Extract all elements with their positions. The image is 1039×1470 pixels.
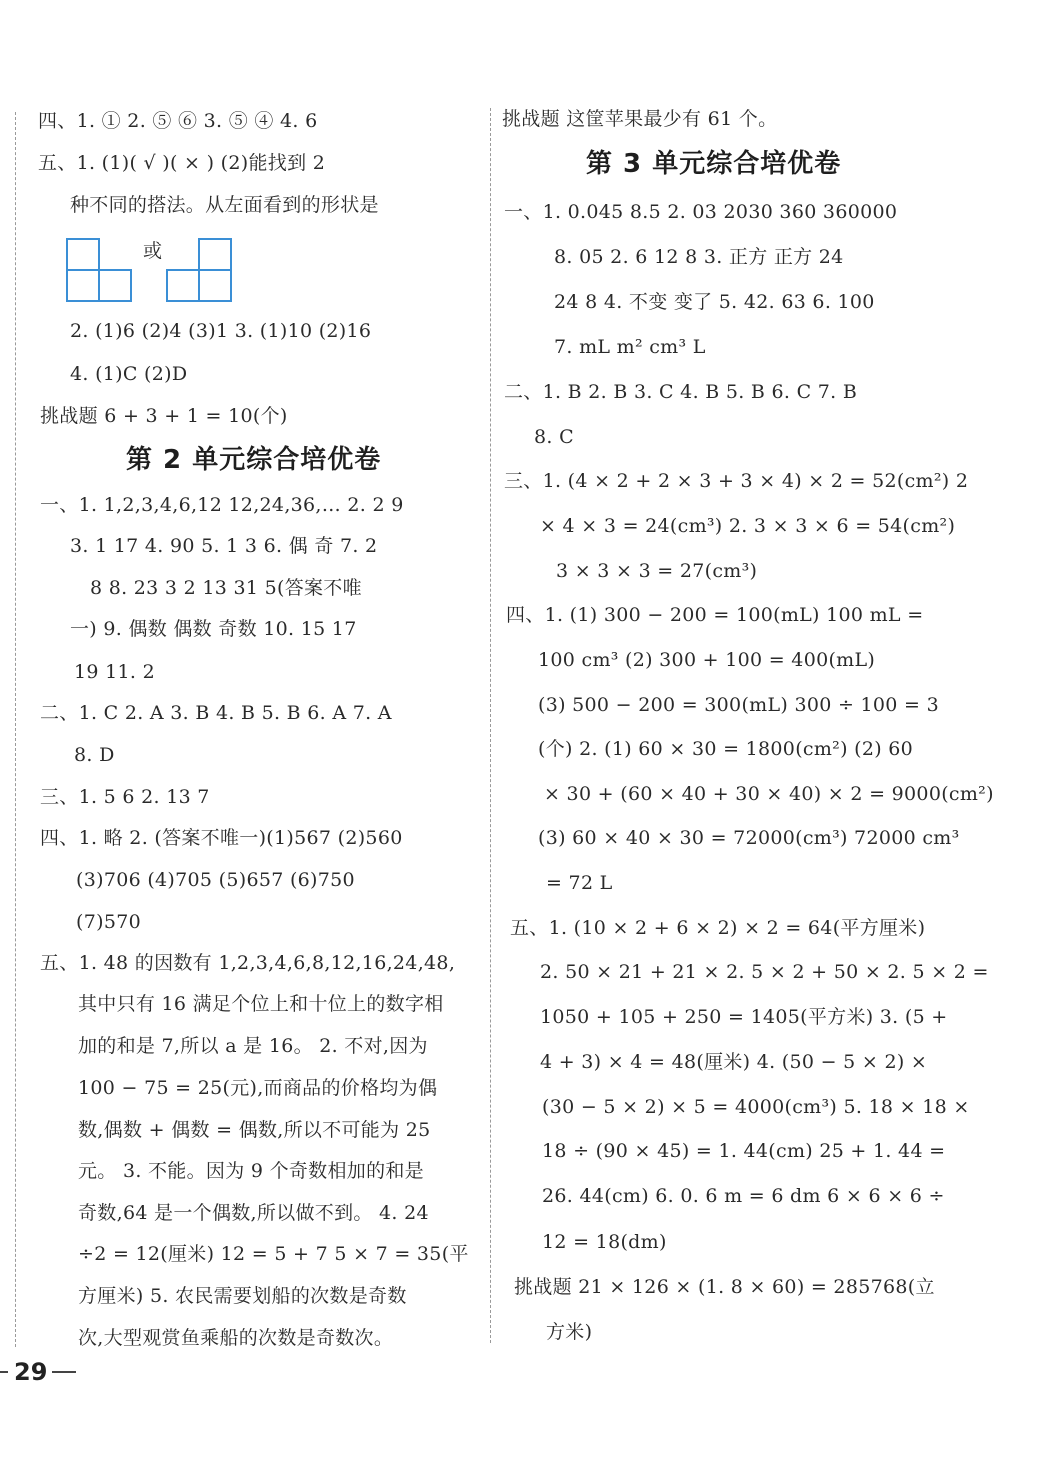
answer-line: 二、1. B 2. B 3. C 4. B 5. B 6. C 7. B — [504, 381, 858, 403]
answer-line: 18 ÷ (90 × 45) = 1. 44(cm) 25 + 1. 44 = — [542, 1140, 946, 1162]
figure-or-label: 或 — [143, 240, 163, 262]
answer-line: 方厘米) 5. 农民需要划船的次数是奇数 — [78, 1285, 407, 1307]
answer-line: 一) 9. 偶数 偶数 奇数 10. 15 17 — [70, 618, 357, 640]
challenge-line: 挑战题 这筐苹果最少有 61 个。 — [502, 108, 778, 130]
answer-line: 奇数,64 是一个偶数,所以做不到。 4. 24 — [78, 1202, 429, 1224]
challenge-line: 挑战题 6 + 3 + 1 = 10(个) — [40, 405, 288, 427]
answer-line: 四、1. (1) 300 − 200 = 100(mL) 100 mL = — [506, 604, 924, 626]
answer-line: 3. 1 17 4. 90 5. 1 3 6. 偶 奇 7. 2 — [70, 535, 378, 557]
answer-line: 7. mL m² cm³ L — [554, 336, 706, 358]
answer-line: 8. C — [534, 426, 574, 448]
answer-line: 四、1. 略 2. (答案不唯一)(1)567 (2)560 — [40, 827, 403, 849]
answer-line: 2. 50 × 21 + 21 × 2. 5 × 2 + 50 × 2. 5 × 2 = — [540, 961, 989, 983]
answer-line: 8 8. 23 3 2 13 31 5(答案不唯 — [90, 577, 362, 599]
answer-line: (个) 2. (1) 60 × 30 = 1800(cm²) (2) 60 — [538, 738, 914, 760]
answer-line: 8. D — [74, 744, 115, 766]
challenge-line: 挑战题 21 × 126 × (1. 8 × 60) = 285768(立 — [514, 1276, 935, 1298]
page-number-dash-right — [52, 1371, 76, 1373]
answer-line: 五、1. 48 的因数有 1,2,3,4,6,8,12,16,24,48, — [40, 952, 456, 974]
answer-line: 100 − 75 = 25(元),而商品的价格均为偶 — [78, 1077, 438, 1099]
answer-line: (3) 500 − 200 = 300(mL) 300 ÷ 100 = 3 — [538, 694, 939, 716]
answer-line: × 4 × 3 = 24(cm³) 2. 3 × 3 × 6 = 54(cm²) — [540, 515, 956, 537]
answer-line: 二、1. C 2. A 3. B 4. B 5. B 6. A 7. A — [40, 702, 392, 724]
left-view-figure-2 — [166, 238, 232, 302]
answer-line: ÷2 = 12(厘米) 12 = 5 + 7 5 × 7 = 35(平 — [78, 1243, 469, 1265]
left-view-figure-1 — [66, 238, 132, 302]
answer-line: (3)706 (4)705 (5)657 (6)750 — [76, 869, 355, 891]
answer-line: 元。 3. 不能。因为 9 个奇数相加的和是 — [78, 1160, 424, 1182]
column-divider-rule — [490, 108, 491, 1343]
answer-line: 26. 44(cm) 6. 0. 6 m = 6 dm 6 × 6 × 6 ÷ — [542, 1185, 945, 1207]
unit3-title: 第 3 单元综合培优卷 — [586, 149, 842, 179]
answer-line: 方米) — [546, 1321, 593, 1343]
answer-line: 加的和是 7,所以 a 是 16。 2. 不对,因为 — [78, 1035, 428, 1057]
answer-line: (7)570 — [76, 911, 141, 933]
answer-line: 五、1. (10 × 2 + 6 × 2) × 2 = 64(平方厘米) — [510, 917, 926, 939]
answer-line: 次,大型观赏鱼乘船的次数是奇数次。 — [78, 1327, 394, 1349]
answer-line: × 30 + (60 × 40 + 30 × 40) × 2 = 9000(cm²) — [544, 783, 994, 805]
answer-line: 2. (1)6 (2)4 (3)1 3. (1)10 (2)16 — [70, 320, 372, 342]
answer-line: 种不同的搭法。从左面看到的形状是 — [70, 194, 379, 216]
answer-line: 五、1. (1)( √ )( × ) (2)能找到 2 — [38, 152, 326, 174]
page-number-dash-left — [0, 1371, 8, 1373]
answer-line: 12 = 18(dm) — [542, 1231, 667, 1253]
answer-line: 四、1. ① 2. ⑤ ⑥ 3. ⑤ ④ 4. 6 — [38, 110, 318, 132]
left-margin-rule — [15, 112, 16, 1347]
answer-line: (3) 60 × 40 × 30 = 72000(cm³) 72000 cm³ — [538, 827, 960, 849]
answer-line: 19 11. 2 — [74, 661, 155, 683]
page-number: 29 — [14, 1358, 48, 1386]
answer-line: 三、1. 5 6 2. 13 7 — [40, 786, 210, 808]
answer-line: = 72 L — [546, 872, 613, 894]
unit2-title: 第 2 单元综合培优卷 — [126, 445, 382, 475]
answer-line: 8. 05 2. 6 12 8 3. 正方 正方 24 — [554, 246, 844, 268]
answer-line: 三、1. (4 × 2 + 2 × 3 + 3 × 4) × 2 = 52(cm²) 2 — [504, 470, 969, 492]
answer-line: 4 + 3) × 4 = 48(厘米) 4. (50 − 5 × 2) × — [540, 1051, 928, 1073]
answer-line: 1050 + 105 + 250 = 1405(平方米) 3. (5 + — [540, 1006, 948, 1028]
answer-line: 3 × 3 × 3 = 27(cm³) — [556, 560, 758, 582]
answer-line: 4. (1)C (2)D — [70, 363, 188, 385]
answer-line: 一、1. 1,2,3,4,6,12 12,24,36,… 2. 2 9 — [40, 494, 404, 516]
answer-line: 其中只有 16 满足个位上和十位上的数字相 — [78, 993, 444, 1015]
answer-line: 一、1. 0.045 8.5 2. 03 2030 360 360000 — [504, 201, 898, 223]
answer-line: (30 − 5 × 2) × 5 = 4000(cm³) 5. 18 × 18 × — [542, 1096, 970, 1118]
answer-line: 24 8 4. 不变 变了 5. 42. 63 6. 100 — [554, 291, 875, 313]
answer-line: 数,偶数 + 偶数 = 偶数,所以不可能为 25 — [78, 1119, 431, 1141]
answer-line: 100 cm³ (2) 300 + 100 = 400(mL) — [538, 649, 876, 671]
